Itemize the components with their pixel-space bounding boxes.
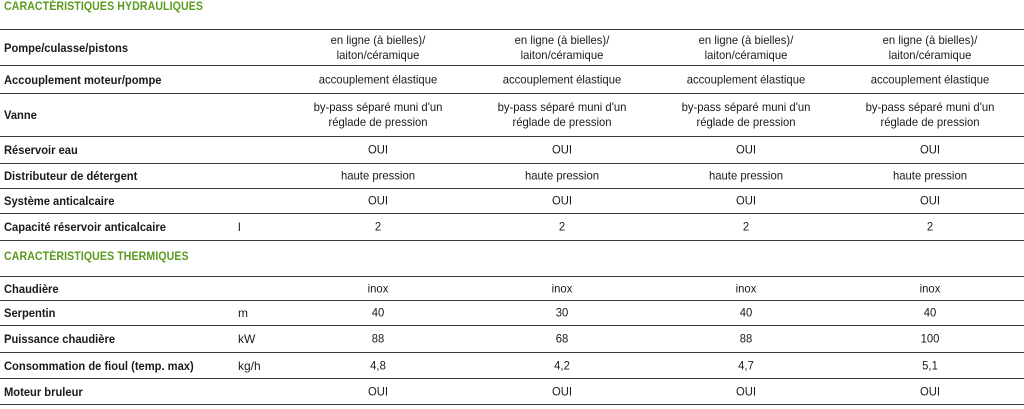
- cell-value: OUI: [919, 384, 941, 398]
- row-label: Système anticalcaire: [4, 194, 115, 208]
- cell-value: OUI: [551, 193, 573, 208]
- table-row: [0, 164, 1024, 189]
- table-row: [0, 379, 1024, 405]
- cell-value: haute pression: [708, 168, 783, 183]
- cell-value: accouplement élastique: [318, 72, 438, 86]
- row-label: Puissance chaudière: [4, 332, 116, 346]
- cell-value: haute pression: [340, 168, 415, 183]
- row-label: Consommation de fioul (temp. max): [4, 358, 194, 373]
- cell-value: OUI: [735, 193, 757, 208]
- row-label: Moteur bruleur: [4, 384, 83, 399]
- cell-value: haute pression: [892, 168, 967, 183]
- cell-value: 2: [926, 219, 934, 234]
- row-label: Serpentin: [4, 306, 56, 320]
- cell-value: 68: [555, 331, 569, 346]
- row-unit: m: [238, 306, 248, 320]
- cell-value: 4,7: [738, 358, 754, 372]
- cell-value: 40: [923, 305, 937, 320]
- cell-value: by-pass séparé muni d'un réglade de pression: [865, 100, 995, 129]
- cell-value: accouplement élastique: [502, 72, 622, 86]
- cell-value: OUI: [919, 193, 941, 208]
- cell-value: en ligne (à bielles)/ laiton/céramique: [514, 32, 610, 62]
- table-row: [0, 94, 1024, 137]
- row-label: Capacité réservoir anticalcaire: [4, 220, 166, 234]
- cell-value: OUI: [735, 384, 757, 398]
- cell-value: 88: [371, 331, 385, 346]
- table-row: [0, 353, 1024, 379]
- cell-value: OUI: [551, 142, 573, 157]
- row-unit: kg/h: [238, 358, 261, 373]
- cell-value: 40: [371, 305, 385, 320]
- table-row: [0, 66, 1024, 94]
- cell-value: 2: [374, 219, 382, 234]
- hydraulic-section-title: CARACTÉRISTIQUES HYDRAULIQUES: [4, 1, 204, 13]
- table-row: [0, 276, 1024, 301]
- row-label: Accouplement moteur/pompe: [4, 72, 162, 87]
- cell-value: 40: [739, 305, 753, 320]
- cell-value: 4,2: [554, 358, 570, 372]
- table-row: [0, 189, 1024, 214]
- row-label: Distributeur de détergent: [4, 169, 138, 183]
- cell-value: by-pass séparé muni d'un réglade de pression: [313, 100, 443, 129]
- cell-value: 4,8: [370, 358, 386, 372]
- cell-value: by-pass séparé muni d'un réglade de pression: [497, 100, 627, 129]
- cell-value: OUI: [735, 142, 757, 157]
- cell-value: by-pass séparé muni d'un réglade de pression: [681, 100, 811, 129]
- row-unit: kW: [238, 332, 256, 346]
- cell-value: haute pression: [524, 168, 599, 183]
- row-label: Réservoir eau: [4, 143, 78, 157]
- cell-value: inox: [367, 281, 389, 295]
- row-unit: l: [238, 220, 241, 234]
- cell-value: 5,1: [922, 358, 938, 372]
- cell-value: en ligne (à bielles)/ laiton/céramique: [330, 32, 426, 62]
- cell-value: 2: [558, 219, 566, 234]
- cell-value: inox: [919, 281, 941, 295]
- cell-value: 88: [739, 331, 753, 346]
- cell-value: accouplement élastique: [686, 72, 806, 86]
- table-row: [0, 29, 1024, 66]
- table-row: [0, 137, 1024, 164]
- table-row: [0, 214, 1024, 241]
- cell-value: accouplement élastique: [870, 72, 990, 86]
- table-row: [0, 326, 1024, 353]
- cell-value: OUI: [551, 384, 573, 398]
- row-label: Vanne: [4, 108, 37, 122]
- cell-value: OUI: [367, 193, 389, 208]
- row-label: Pompe/culasse/pistons: [4, 40, 129, 55]
- cell-value: en ligne (à bielles)/ laiton/céramique: [698, 32, 794, 62]
- cell-value: OUI: [367, 142, 389, 157]
- cell-value: 100: [920, 331, 940, 346]
- cell-value: 30: [555, 305, 569, 320]
- cell-value: 2: [742, 219, 750, 234]
- cell-value: inox: [551, 281, 573, 295]
- cell-value: OUI: [367, 384, 389, 398]
- cell-value: OUI: [919, 142, 941, 157]
- cell-value: en ligne (à bielles)/ laiton/céramique: [882, 32, 978, 62]
- thermal-section-title: CARACTÉRISTIQUES THERMIQUES: [4, 251, 189, 263]
- row-label: Chaudière: [4, 281, 59, 296]
- cell-value: inox: [735, 281, 757, 295]
- table-row: [0, 301, 1024, 326]
